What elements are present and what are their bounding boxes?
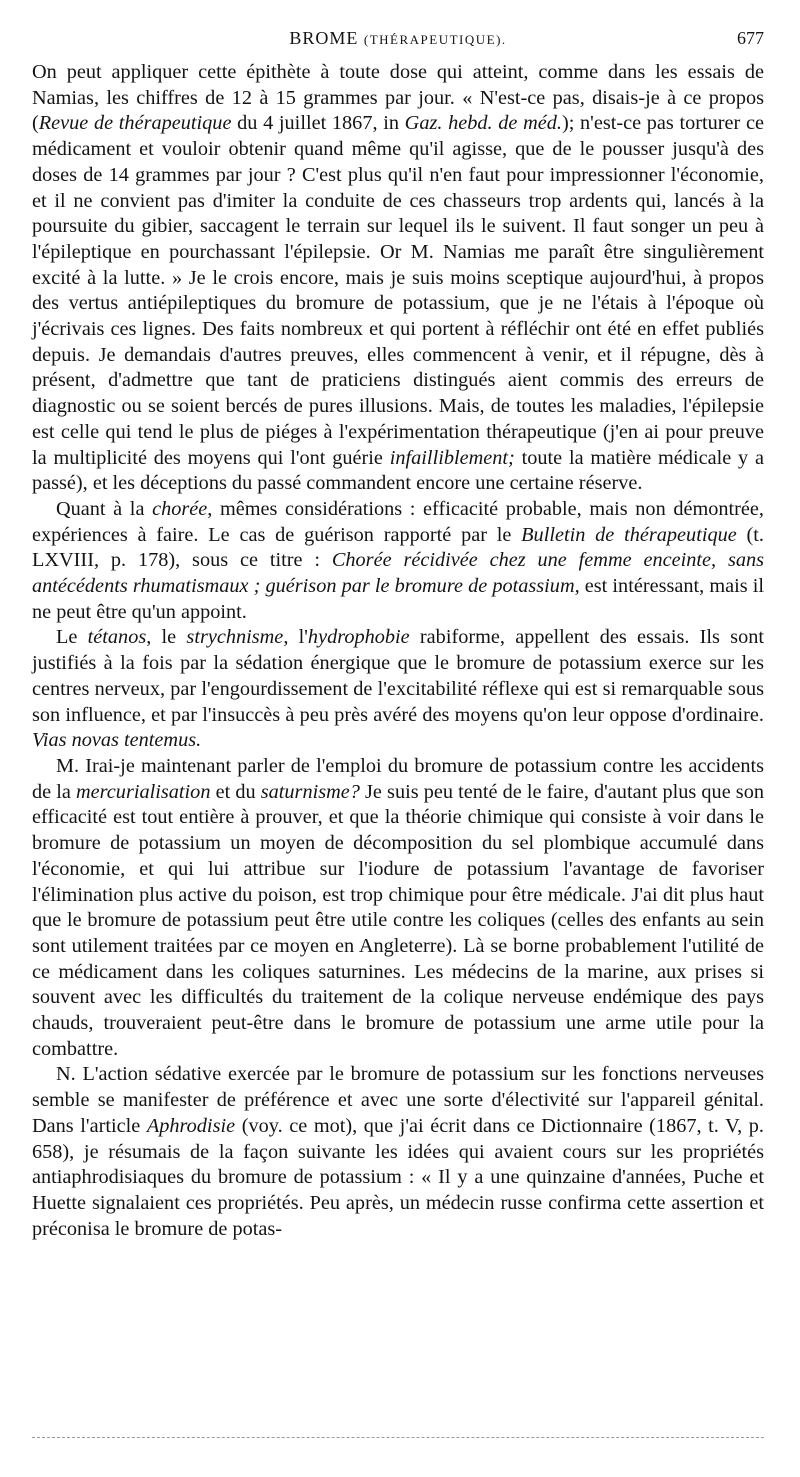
- italic-text-segment: Vias novas tentemus.: [32, 729, 202, 752]
- italic-text-segment: mercurialisation: [76, 780, 211, 803]
- text-segment: (voy. ce mot), que j'ai écrit dans ce Dictionnaire (1867, t. V, p. 658), je résumais de la façon suivante les idées qui avaient cours sur les propriétés antiaphrodisiaques du bromure de potassium : « Il y a une quinzaine d'années, Puche et Huette signalaient ces propriétés. Peu après, un médecin russe confirma cette assertion et préconisa le bromure de potas-: [32, 1114, 765, 1240]
- italic-text-segment: Aphrodisie: [146, 1114, 236, 1137]
- paragraph-epilepsy: [32, 60, 764, 497]
- text-segment: , le: [146, 626, 187, 649]
- text-segment: toute la matière médicale y a passé), et les déceptions du passé commandent encore une certaine réserve.: [32, 446, 764, 495]
- italic-text-segment: Gaz. hebd. de méd.: [404, 112, 562, 135]
- text-segment: On peut appliquer cette épithète à toute dose qui atteint, comme dans les essais de Namias, les chiffres de 12 à 15 grammes par jour. « N'est-ce pas, disais-je à ce propos (: [32, 61, 764, 135]
- text-segment: et du: [210, 780, 261, 803]
- text-segment: Le: [56, 626, 88, 649]
- italic-text-segment: chorée: [152, 497, 208, 520]
- italic-text-segment: Revue de thérapeutique: [38, 112, 232, 135]
- text-segment: ); n'est-ce pas torturer ce médicament et vouloir obtenir quand même qu'il agisse, que de le pousser jusqu'à des doses de 14 grammes par jour ? C'est plus qu'il n'en faut pour impressionner l'économie, et il ne convient pas d'imiter la conduite de ces chasseurs trop ardents qui, lancés à la poursuite du gibier, saccagent le terrain sur lequel ils le suivent. Il faut songer un peu à l'épileptique en pourchassant l'épilepsie. Or M. Namias me paraît être singulièrement excité à la lutte. » Je le crois encore, mais je suis moins sceptique aujourd'hui, à propos des vertus antiépileptiques du bromure de potassium, que je ne l'étais à l'époque où j'écrivais ces lignes. Des faits nombreux et qui portent à réfléchir ont été en effet publiés depuis. Je demandais d'autres preuves, elles commencent à venir, et il répugne, dès à présent, d'admettre que tant de praticiens distingués aient commis des erreurs de diagnostic ou se soient bercés de pures illusions. Mais, de toutes les maladies, l'épilepsie est celle qui tend le plus de piéges à l'expérimentation thérapeutique (j'en ai pour preuve la multiplicité des moyens qui l'ont guérie: [32, 112, 764, 469]
- running-head: [32, 28, 764, 52]
- page-number: 677: [737, 28, 764, 48]
- text-segment: rabiforme, appellent des essais. Ils sont justifiés à la fois par la sédation énergique que le bromure de potassium exerce sur les centres nerveux, par l'engourdissement de l'excitabilité réflexe qui est si remarquable sous son influence, et par l'insuccès à peu près avéré des moyens qu'on leur oppose d'ordinaire.: [32, 626, 764, 726]
- italic-text-segment: saturnisme?: [260, 780, 360, 803]
- italic-text-segment: infailliblement;: [389, 446, 515, 469]
- footer-rule: [32, 1437, 764, 1438]
- paragraph-tetanos: [32, 625, 764, 754]
- paragraph-choree: [32, 497, 764, 626]
- paragraph-saturnisme: [32, 754, 764, 1062]
- italic-text-segment: strychnisme: [186, 626, 284, 649]
- text-segment: Je suis peu tenté de le faire, d'autant plus que son efficacité est tout entière à prouver, et que la théorie chimique qui consiste à voir dans le bromure de potassium un moyen de décomposition du sel plombique accumulé dans l'économie, et qui lui attribue sur l'iodure de potassium l'avantage de favoriser l'élimination plus active du poison, est trop chimique pour être médicale. J'ai dit plus haut que le bromure de potassium peut être utile contre les coliques (celles des enfants au sein sont utilement traitées par ce moyen en Angleterre). Là se borne probablement l'utilité de ce médicament dans les coliques saturnines. Les médecins de la marine, aux prises si souvent avec les difficultés du traitement de la colique nerveuse endémique des pays chauds, trouveraient peut-être dans le bromure de potassium une arme utile pour la combattre.: [32, 780, 764, 1060]
- running-head-title-main: BROME: [289, 28, 359, 48]
- text-segment: est intéressant, mais il ne peut être qu'un appoint.: [32, 575, 765, 623]
- text-segment: N. L'action sédative exercée par le bromure de potassium sur les fonctions nerveuses semble se manifester de préférence et avec une sorte d'électivité sur l'appareil génital. Dans l'article: [32, 1063, 764, 1137]
- italic-text-segment: hydrophobie: [307, 626, 410, 649]
- text-segment: , l': [283, 626, 308, 649]
- document-page: [32, 0, 764, 1477]
- italic-text-segment: Bulletin de thérapeutique: [521, 523, 737, 546]
- text-segment: du 4 juillet 1867, in: [231, 112, 405, 135]
- italic-text-segment: tétanos: [87, 626, 147, 649]
- running-head-title: [32, 28, 764, 49]
- text-segment: M. Irai-je maintenant parler de l'emploi du bromure de potassium contre les accidents de la: [32, 754, 764, 803]
- italic-text-segment: Chorée récidivée chez une femme enceinte, sans antécédents rhumatismaux ; guérison par le bromure de potassium,: [32, 549, 765, 598]
- text-segment: (t. LXVIII, p. 178), sous ce titre :: [32, 523, 764, 572]
- body-text: [32, 60, 764, 1242]
- running-head-title-sub: (THÉRAPEUTIQUE).: [363, 32, 507, 47]
- paragraph-appareil-genital: [32, 1062, 764, 1242]
- text-segment: Quant à la: [56, 497, 153, 520]
- text-segment: , mêmes considérations : efficacité probable, mais non démontrée, expériences à faire. Le cas de guérison rapporté par le: [32, 497, 764, 546]
